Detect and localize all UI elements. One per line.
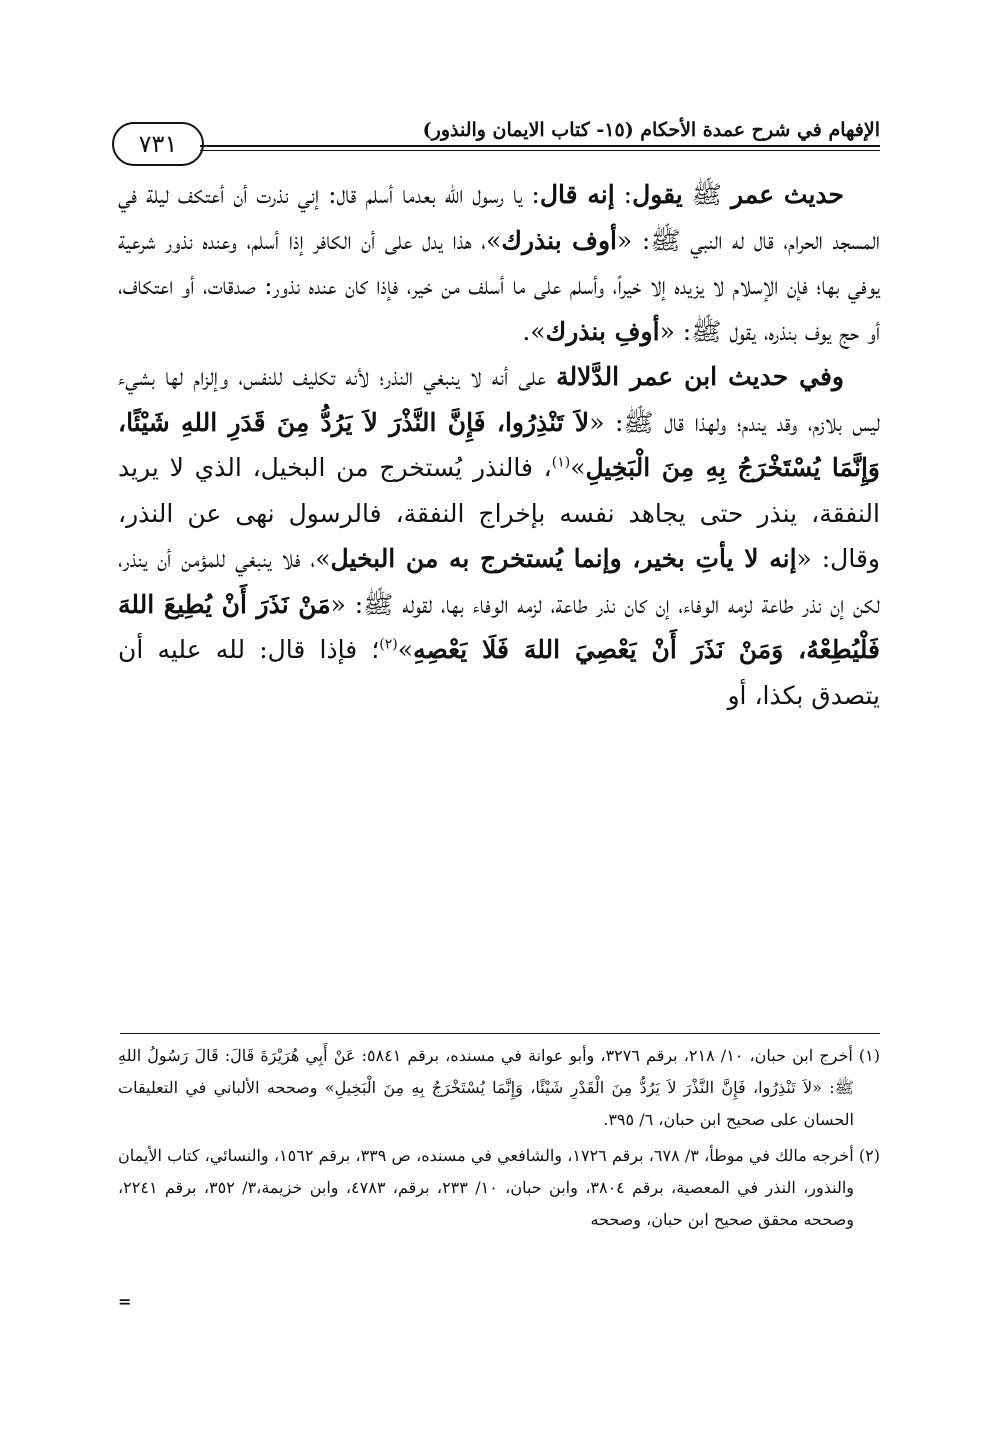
footnote-continuation-mark: = <box>118 1292 132 1311</box>
text-run: : <box>614 180 633 209</box>
paragraph-1 <box>118 172 880 354</box>
page-number-badge: ٧٣١ <box>112 122 204 166</box>
text-run: ﷺ <box>682 180 731 209</box>
text-run: ». <box>522 316 546 346</box>
footnote-ref-2[interactable]: (٢) <box>379 636 398 653</box>
text-run: ، فالنذر يُستخرج من البخيل، الذي لا يريد النفقة، ينذر حتى يجاهد نفسه بإخراج النفقة، فالرسول نهى عن النذر، وقال: « <box>118 453 880 573</box>
text-run: »، هذا يدل على أن الكافر إذا أسلم، وعنده نذور شرعية يوفي بها؛ فإن الإسلام لا يزيده إلا خيراً، وأسلم على ما أسلف من خير، فإذا كان عنده نذور: صدقات، أو اعتكاف، أو حج يوف بنذره، يقول ﷺ: « <box>118 225 880 346</box>
hadith-quote: أوف بنذرك <box>501 225 617 255</box>
hadith-quote: مَنْ نَذَرَ أَنْ يُطِيعَ اللهَ فَلْيُطِعْهُ، وَمَنْ نَذَرَ أَنْ يَعْصِيَ اللهَ فَلَا يَعْصِهِ <box>118 589 880 664</box>
footnote-2: (٢) أخرجه مالك في موطأ، ٣/ ٦٧٨، برقم ١٧٢٦، والشافعي في مسنده، ص ٣٣٩، برقم ١٥٦٢، والنسائي، كتاب الأيمان والنذور، النذر في المعصية، برقم ٣٨٠٤، وابن حبان، ١٠/ ٢٣٣، برقم، ٤٧٨٣، وابن خزيمة،٣/ ٣٥٢، برقم ٢٢٤١، وصححه محقق صحيح ابن حبان، وصححه <box>118 1146 881 1229</box>
footnote-1: (١) أخرج ابن حبان، ١٠/ ٢١٨، برقم ٣٢٧٦، وأبو عوانة في مسنده، برقم ٥٨٤١: عَنْ أَبِي هُرَيْرَةَ قَالَ: قَالَ رَسُولُ اللهِ ﷺ: «لاَ تَنْذِرُوا، فَإِنَّ النَّذْرَ لاَ يَرُدُّ مِنَ الْقَدْرِ شَيْئًا، وَإِنَّمَا يُسْتَخْرَجُ بِهِ مِنَ الْبَخِيلِ» وصححه الألباني في التعليقات الحسان على صحيح ابن حبان، ٦/ ٣٩٥. <box>118 1046 881 1129</box>
text-run: ؛ فإذا قال: لله عليه أن يتصدق بكذا، أو <box>118 635 880 710</box>
text-run: »، فلا ينبغي للمؤمن أن ينذر، لكن إن نذر طاعة لزمه الوفاء، إن كان نذر طاعة، لزمه الوفاء بها، لقوله ﷺ: « <box>118 544 880 619</box>
text-run: على أنه لا ينبغي النذر؛ لأنه تكليف للنفس، وإلزام لها بشيء ليس بلازم، وقد يندم؛ ولهذا قال ﷺ: « <box>118 362 881 437</box>
footnote-separator <box>120 1033 880 1034</box>
text-run: » <box>570 453 586 482</box>
bold-text: يقول <box>632 180 683 209</box>
running-header-title: الإفهام في شرح عمدة الأحكام (١٥- كتاب الايمان والنذور) <box>422 119 880 141</box>
bold-text: حديث عمر <box>730 180 844 209</box>
header-rule-thin <box>200 150 880 151</box>
bold-text: وفي حديث ابن عمر الدَّلالة <box>556 362 844 391</box>
header-rule-thick <box>200 145 880 147</box>
hadith-quote: لاَ تَنْذِرُوا، فَإِنَّ النَّذْرَ لاَ يَرُدُّ مِنَ قَدَرِ اللهِ شَيْئًا، وَإِنَّمَا يُسْتَخْرَجُ بِهِ مِنَ الْبَخِيلِ <box>118 407 880 482</box>
hadith-quote: أوفِ بنذرك <box>545 316 660 346</box>
bold-text: إنه قال <box>539 180 615 209</box>
hadith-quote: إنه لا يأتِ بخير، وإنما يُستخرج به من البخيل <box>330 544 797 573</box>
main-text <box>118 172 880 718</box>
footnotes <box>118 1040 880 1240</box>
footnote-ref-1[interactable]: (١) <box>551 454 571 471</box>
paragraph-2 <box>118 354 880 718</box>
text-run: : يا رسول الله بعدما أسلم قال: إني نذرت أن أعتكف ليلة في المسجد الحرام، قال له النبي ﷺ: « <box>118 180 880 255</box>
text-run: » <box>397 635 414 664</box>
